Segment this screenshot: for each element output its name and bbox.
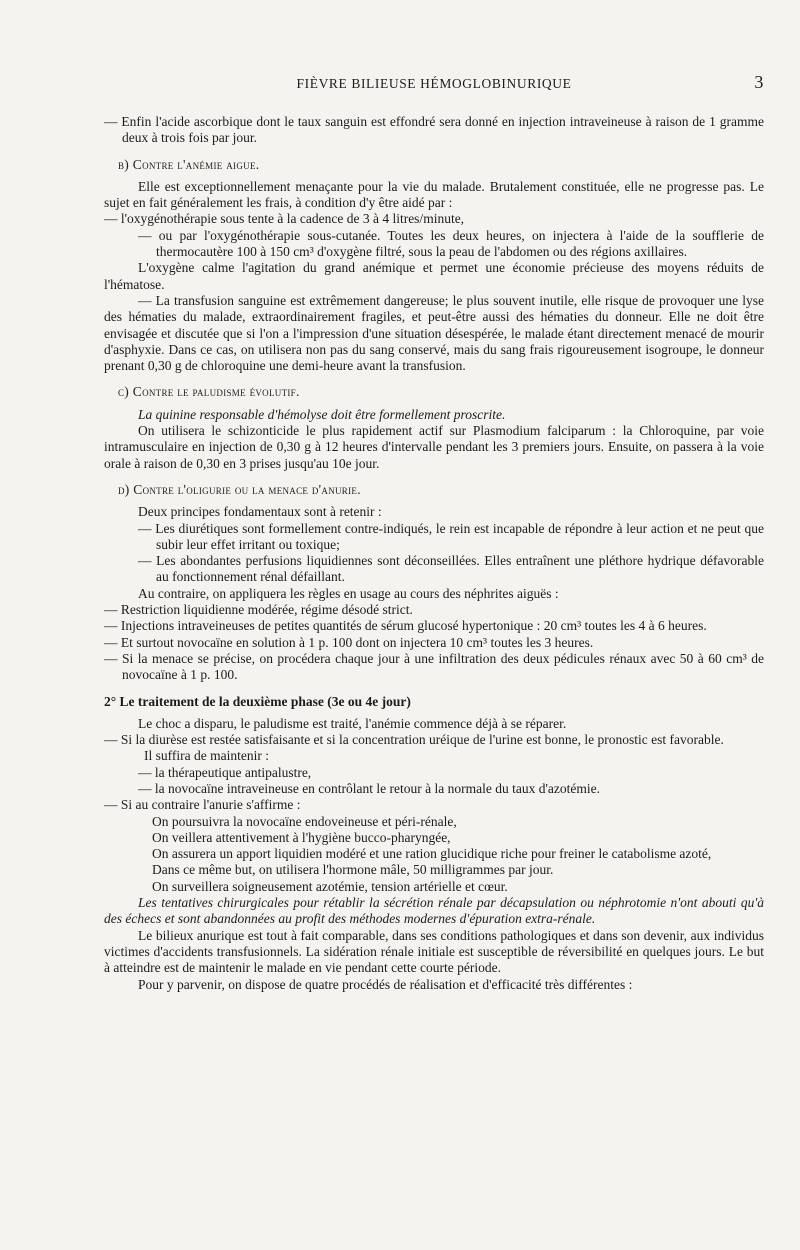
paragraph: L'oxygène calme l'agitation du grand anémique et permet une économie précieuse des moyens réduits de l'hématose. [104, 260, 764, 292]
list-item: On assurera un apport liquidien modéré et une ration glucidique riche pour freiner le catabolisme azoté, [152, 846, 712, 862]
list-item: — ou par l'oxygénothérapie sous-cutanée. Toutes les deux heures, on injectera à l'aide de la soufflerie de thermocautère 100 à 150 cm³ d'oxygène filtré, sous la peau de l'abdomen ou des régions axillaires. [138, 227, 764, 260]
section-heading: 2° Le traitement de la deuxième phase (3e ou 4e jour) [104, 693, 411, 709]
paragraph: Le choc a disparu, le paludisme est traité, l'anémie commence déjà à se réparer. [138, 715, 567, 731]
list-item: — Injections intraveineuses de petites quantités de sérum glucosé hypertonique : 20 cm³ toutes les 4 à 6 heures. [104, 618, 707, 634]
header-title: FIÈVRE BILIEUSE HÉMOGLOBINURIQUE [296, 76, 572, 91]
section-heading: d) Contre l'oligurie ou la menace d'anurie. [118, 481, 361, 497]
list-item: — Si au contraire l'anurie s'affirme : [104, 797, 301, 813]
paragraph: Le bilieux anurique est tout à fait comparable, dans ses conditions pathologiques et dans son devenir, aux individus victimes d'accidents transfusionnels. La sidération rénale initiale est susceptible de réversibilité en quelques jours. Le but à atteindre est de maintenir le malade en vie pendant cette courte période. [104, 927, 764, 976]
paragraph-italic: La quinine responsable d'hémolyse doit être formellement proscrite. [138, 406, 506, 422]
paragraph: On utilisera le schizonticide le plus rapidement actif sur Plasmodium falciparum : la Chloroquine, par voie intramusculaire en injection de 0,30 g à 12 heures d'intervalle pendant les 3 premiers jours. Ensuite, on passera à la voie orale à raison de 0,30 en 3 prises jusqu'au 10e jour. [104, 423, 764, 471]
list-item: On poursuivra la novocaïne endoveineuse et péri-rénale, [152, 813, 457, 829]
paragraph-italic: Les tentatives chirurgicales pour rétablir la sécrétion rénale par décapsulation ou néphrotomie n'ont abouti qu'à des échecs et sont abandonnées au profit des méthodes modernes d'épuration extra-rénale. [104, 895, 764, 927]
section-heading: b) Contre l'anémie aigue. [118, 156, 260, 172]
list-item: — l'oxygénothérapie sous tente à la cadence de 3 à 4 litres/minute, [104, 211, 465, 227]
paragraph: — La transfusion sanguine est extrêmement dangereuse; le plus souvent inutile, elle risque de provoquer une lyse des hématies du malade, extraordinairement fragiles, et peut-être aussi des hématies du donneur. Elle ne doit être envisagée et discutée que si l'on a l'impression d'une situation désespérée, le malade étant directement menacé de mourir d'asphyxie. Dans ce cas, on utilisera non pas du sang conservé, mais du sang frais rigoureusement isogroupe, le donneur prenant 0,30 g de chloroquine une demi-heure avant la transfusion. [104, 292, 764, 374]
running-header [104, 72, 764, 98]
paragraph: Il suffira de maintenir : [144, 748, 269, 764]
paragraph: Elle est exceptionnellement menaçante pour la vie du malade. Brutalement constituée, elle ne progresse pas. Le sujet en fait généralement les frais, à condition d'y être aidé par : [104, 178, 764, 211]
paragraph: Deux principes fondamentaux sont à retenir : [138, 504, 382, 520]
list-item: — Restriction liquidienne modérée, régime désodé strict. [104, 602, 413, 618]
paragraph: — Enfin l'acide ascorbique dont le taux sanguin est effondré sera donné en injection intraveineuse à raison de 1 gramme deux à trois fois par jour. [104, 114, 764, 146]
page-number: 3 [754, 72, 764, 92]
paragraph: Pour y parvenir, on dispose de quatre procédés de réalisation et d'efficacité très différentes : [138, 976, 633, 992]
list-item: — Si la menace se précise, on procédera chaque jour à une infiltration des deux pédicules rénaux avec 50 à 60 cm³ de novocaïne à 1 p. 100. [104, 650, 764, 683]
list-item: — Si la diurèse est restée satisfaisante et si la concentration uréique de l'urine est bonne, le pronostic est favorable. [104, 732, 724, 748]
list-item: Dans ce même but, on utilisera l'hormone mâle, 50 milligrammes par jour. [152, 862, 554, 878]
list-item: — Et surtout novocaïne en solution à 1 p. 100 dont on injectera 10 cm³ toutes les 3 heures. [104, 634, 594, 650]
section-heading: c) Contre le paludisme évolutif. [118, 384, 300, 400]
paragraph: Au contraire, on appliquera les règles en usage au cours des néphrites aiguës : [138, 585, 559, 601]
list-item: On veillera attentivement à l'hygiène bucco-pharyngée, [152, 829, 451, 845]
list-item: — la novocaïne intraveineuse en contrôlant le retour à la normale du taux d'azotémie. [138, 780, 600, 796]
list-item: — la thérapeutique antipalustre, [138, 764, 312, 780]
list-item: — Les abondantes perfusions liquidiennes sont déconseillées. Elles entraînent une pléthore hydrique défavorable au fonctionnement rénal défaillant. [138, 553, 764, 585]
list-item: — Les diurétiques sont formellement contre-indiqués, le rein est incapable de répondre à leur action et ne peut que subir leur effet irritant ou toxique; [138, 520, 764, 552]
list-item: On surveillera soigneusement azotémie, tension artérielle et cœur. [152, 878, 508, 894]
